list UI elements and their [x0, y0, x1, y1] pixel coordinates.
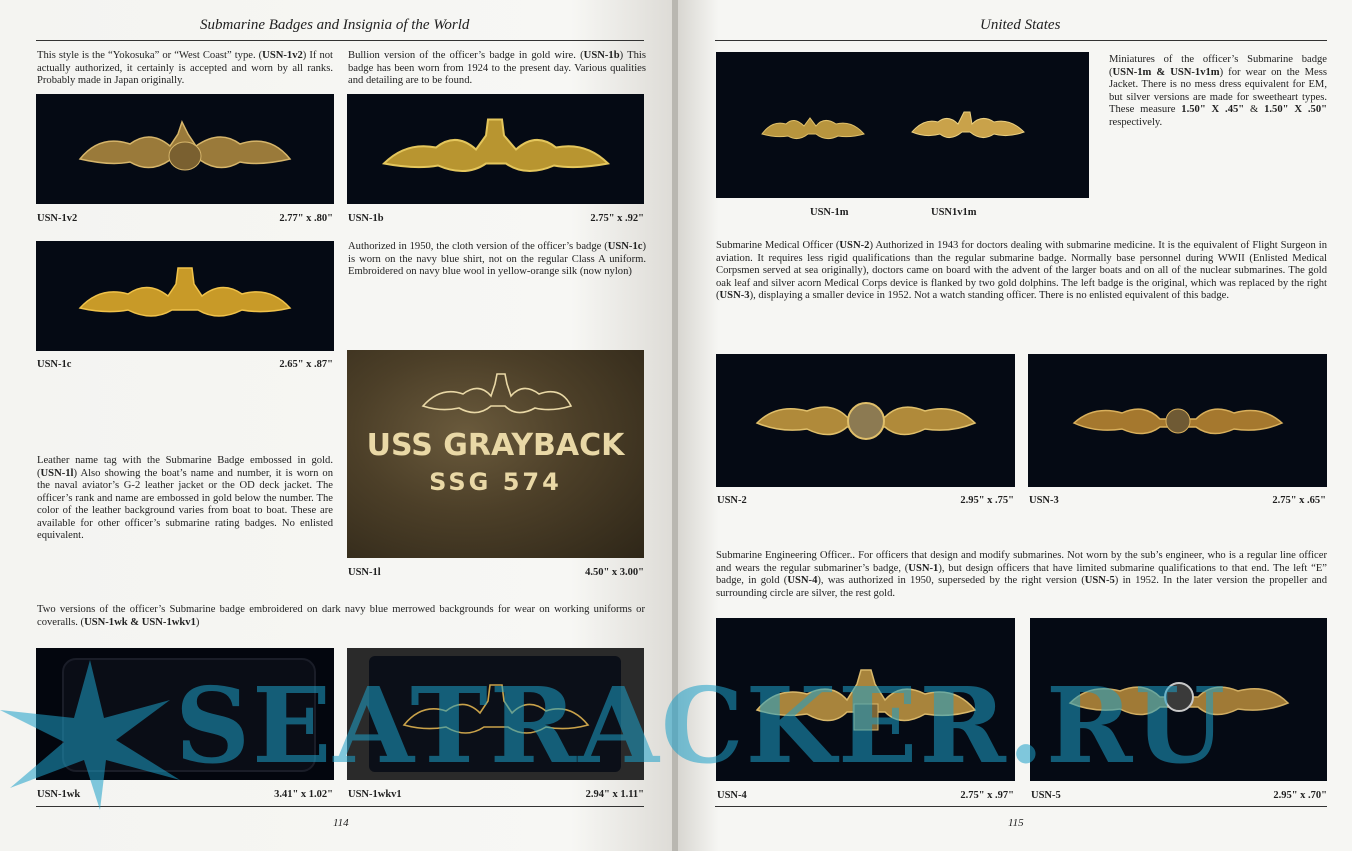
photo-usn-1c: [36, 241, 334, 351]
caption-usn-1v1m: USN1v1m: [931, 207, 977, 218]
miniature-badge-icon: [758, 110, 868, 144]
paragraph-engineering: Submarine Engineering Officer.. For officers that design and modify submarines. Not worn by the sub’s engineer, who is a regular line officer and wears the regular submariner’s badge, (USN-1), but design officers that have limited submarine qualifications to that end. The left “E” badge, in gold (USN-4), was authorized in 1950, superseded by the right version (USN-5) in 1952. In the later version the propeller and surrounding circle are silver, the rest gold.: [716, 550, 1328, 599]
header-rule: [715, 40, 1327, 41]
caption-usn-1m: USN-1m: [810, 207, 849, 218]
photo-usn-3: [1028, 354, 1327, 487]
watermark-star-icon: [0, 660, 180, 810]
photo-usn-1m: [716, 52, 1089, 198]
miniature-badge-icon: [908, 108, 1028, 144]
right-page-number: 115: [1008, 817, 1024, 829]
cloth-badge-icon: [70, 260, 300, 332]
photo-usn-1l: [347, 350, 644, 558]
left-page: Submarine Badges and Insignia of the World This style is the “Yokosuka” or “West Coast” type. (USN-1v2) If not actually authorized, it certainly is accepted and worn by all ranks. Probably made in Japan originally. Bullion version of the officer’s badge in gold wire. (USN-1b) This badge has been worn from 1924 to the present day. Various qualities and detailing are to be found. USN-1v2 2.77" x .80" USN-1b 2.75" x .92" USN-1c 2.65" x .87" Authorized in 1950, the cloth version of the officer’s badge (USN-1c) is worn on the navy blue shirt, not on the regular Class A uniform. Embroidered on navy blue wool in yellow-orange silk (now nylon) Leather name tag with the Submarine Badge embossed in gold. (USN-1l) Also showing the boat’s name and number, it is worn on the naval aviator’s G-2 leather jacket or the OD deck jacket. The officer’s rank and name are embossed in gold below the number. The color of the leather background varies from boat to boat. These are available for other officer’s submarine rating badges. No enlisted equivalent. USS GRAYBACK SSG 574 USN-1l 4.50" x 3.00" Two versions of the officer’s Submarine badge embroidered on dark navy blue merrowed backgrounds for wear on working uniforms or coveralls. (USN-1wk & USN-1wkv1) USN-1wk 3.41" x 1.02" USN-1wkv1 2.94" x 1.11" 114: [0, 0, 672, 851]
photo-usn-1b: [347, 94, 644, 204]
photo-usn-1v2: [36, 94, 334, 204]
paragraph-cloth: Authorized in 1950, the cloth version of the officer’s badge (USN-1c) is worn on the navy blue shirt, not on the regular Class A uniform. Embroidered on navy blue wool in yellow-orange silk (now nylon): [348, 241, 646, 277]
embossed-badge-icon: [417, 370, 577, 422]
leather-boat-name: USS GRAYBACK: [366, 428, 625, 463]
leather-hull-number: SSG 574: [429, 468, 562, 496]
paragraph-miniatures: Miniatures of the officer’s Submarine badge (USN-1m & USN-1v1m) for wear on the Mess Jacket. There is no mess dress equivalent for EM, but silver versions are made for sweetheart types. These measure 1.50" X .45" & 1.50" X .50" respectively.: [1109, 54, 1328, 128]
right-page: United States USN-1m USN1v1m Miniatures of the officer’s Submarine badge (USN-1m & USN-1v1m) for wear on the Mess Jacket. There is no mess dress equivalent for EM, but silver versions are made for sweetheart types. These measure 1.50" X .45" & 1.50" X .50" respectively. Submarine Medical Officer (USN-2) Authorized in 1943 for doctors dealing with submarine medicine. It is the equivalent of Flight Surgeon in aviation. It requires less rigid qualifications than the regular submarine badge. Normally base personnel during WWII (Enlisted Medical Corpsmen served at sea originally), doctors came on board with the advent of the larger boats and on all of the nuclear submarines. The gold oak leaf and silver acorn Medical Corps device is flanked by two gold dolphins. The left badge is the original, which was replaced by the right (USN-3), displaying a smaller device in 1952. Not a watch standing officer. There is no enlisted equivalent of this badge. USN-2 2.95" x .75" USN-3 2.75" x .65" Submarine Engineering Officer.. For officers that design and modify submarines. Not worn by the sub’s engineer, who is a regular line officer and wears the regular submariner’s badge, (USN-1), but design officers that have limited submarine qualifications to that end. The left “E” badge, in gold (USN-4), was authorized in 1950, superseded by the right version (USN-5) in 1952. In the later version the propeller and surrounding circle are silver, the rest gold. USN-4 2.75" x .97" USN-5 2.95" x .70" 115: [678, 0, 1352, 851]
paragraph-medical: Submarine Medical Officer (USN-2) Authorized in 1943 for doctors dealing with submarine medicine. It is the equivalent of Flight Surgeon in aviation. It requires less rigid qualifications than the regular submarine badge. Normally base personnel during WWII (Enlisted Medical Corpsmen served at sea originally), doctors came on board with the advent of the larger boats and on all of the nuclear submarines. The gold oak leaf and silver acorn Medical Corps device is flanked by two gold dolphins. The left badge is the original, which was replaced by the right (USN-3), displaying a smaller device in 1952. Not a watch standing officer. There is no enlisted equivalent of this badge.: [716, 240, 1327, 301]
medical-badge-icon: [751, 389, 981, 453]
header-rule: [36, 40, 644, 41]
bullion-badge-icon: [376, 112, 616, 187]
footer-rule: [715, 806, 1327, 807]
photo-usn-2: [716, 354, 1015, 487]
paragraph-yokosuka: This style is the “Yokosuka” or “West Coast” type. (USN-1v2) If not actually authorized, it certainly is accepted and worn by all ranks. Probably made in Japan originally.: [37, 50, 333, 86]
submarine-badge-icon: [70, 114, 300, 184]
paragraph-merrowed: Two versions of the officer’s Submarine badge embroidered on dark navy blue merrowed backgrounds for wear on working uniforms or coveralls. (USN-1wk & USN-1wkv1): [37, 604, 645, 628]
paragraph-leather: Leather name tag with the Submarine Badge embossed in gold. (USN-1l) Also showing the boat’s name and number, it is worn on the naval aviator’s G-2 leather jacket or the OD deck jacket. The officer’s rank and name are embossed in gold below the number. The color of the leather background varies from boat to boat. These are available for other officer’s submarine rating badges. No enlisted equivalent.: [37, 455, 333, 541]
watermark-text: SEATRACKER.RU: [175, 664, 1228, 787]
paragraph-bullion: Bullion version of the officer’s badge in gold wire. (USN-1b) This badge has been worn from 1924 to the present day. Various qualities and detailing are to be found.: [348, 50, 646, 86]
left-page-number: 114: [333, 817, 349, 829]
right-page-header: United States: [980, 17, 1061, 33]
medical-badge-small-icon: [1068, 393, 1288, 449]
left-page-header: Submarine Badges and Insignia of the World: [200, 17, 470, 33]
